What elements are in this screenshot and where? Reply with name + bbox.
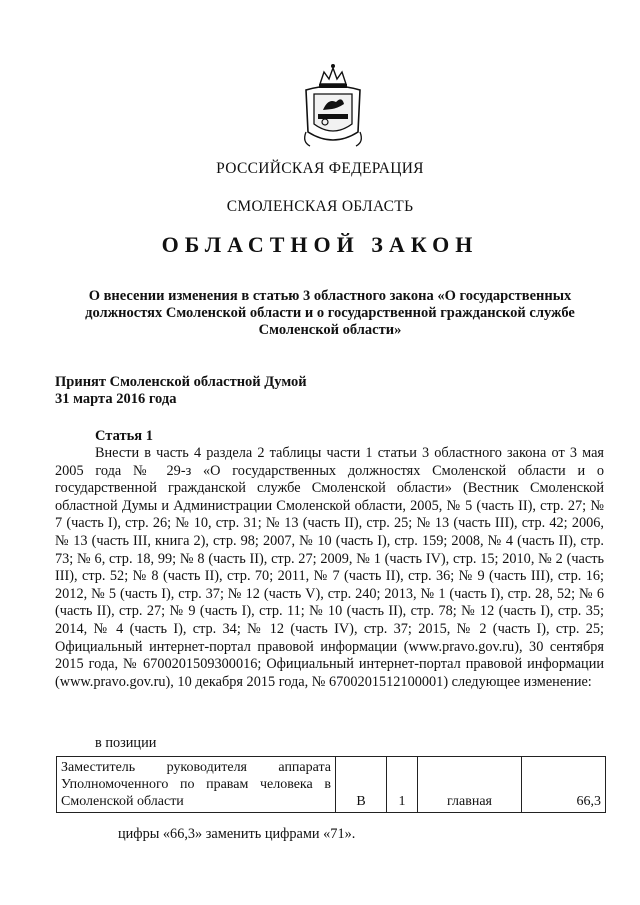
article-text: Внести в часть 4 раздела 2 таблицы части 1 статьи 3 областного закона от 3 мая 2005 года № 29-з «О государственных должностях Смоленской области и о государственной гражданской службе Смоленской области» (Вестник Смоленской областной Думы и Администрации Смоленской области, 2005, № 5 (часть II), стр. 27; № 7 (часть I), стр. 26; № 10, стр. 31; № 13 (часть II), стр. 25; № 13 (часть III), стр. 42; 2006, № 13 (часть III, книга 2), стр. 98; 2007, № 10 (часть I), стр. 159; 2008, № 4 (часть II), стр. 73; № 6, стр. 18, 99; № 8 (часть II), стр. 27; 2009, № 1 (часть IV), стр. 15; 2010, № 2 (часть III), стр. 52; № 8 (часть II), стр. 70; 2011, № 7 (часть II), стр. 36; № 9 (часть III), стр. 16; 2012, № 5 (часть I), стр. 37; № 12 (часть V), стр. 240; 2013, № 1 (часть I), стр. 28, 52; № 6 (часть II), стр. 27; № 9 (часть I), стр. 11; № 10 (часть II), стр. 78; № 12 (часть I), стр. 35; 2014, № 4 (часть I), стр. 34; № 12 (часть IV), стр. 37; 2015, № 2 (часть I), стр. 25; Официальный интернет-портал правовой информации (www.pravo.gov.ru), 30 сентября 2015 года, № 6700201509300016; Официальный интернет-портал правовой информации (www.pravo.gov.ru), 10 декабря 2015 года, № 6700201512100001) следующее изменение: [55,445,604,690]
table-row [57,757,606,813]
replacement-text: цифры «66,3» заменить цифрами «71». [118,826,356,842]
region-heading: СМОЛЕНСКАЯ ОБЛАСТЬ [226,198,414,215]
country-heading: РОССИЙСКАЯ ФЕДЕРАЦИЯ [216,160,424,177]
position-title-cell: Заместитель руководителя аппарата Уполномоченного по правам человека в Смоленской области [57,757,336,813]
coat-of-arms-emblem [298,62,368,150]
group-number-cell: 1 [387,757,418,813]
adopted-date: 31 марта 2016 года [55,391,177,407]
article-title: Статья 1 [95,428,153,444]
document-type-title: ОБЛАСТНОЙ ЗАКОН [161,232,479,257]
group-cell: главная [418,757,522,813]
adopted-by: Принят Смоленской областной Думой [55,374,307,390]
law-subject: О внесении изменения в статью 3 областного закона «О государственных должностях Смоленской области и о государственной гражданской службе Смоленской области» [85,288,575,338]
category-cell: В [336,757,387,813]
value-cell: 66,3 [522,757,606,813]
adoption-block [55,374,307,408]
position-table [56,756,606,813]
position-label: в позиции [95,735,157,751]
